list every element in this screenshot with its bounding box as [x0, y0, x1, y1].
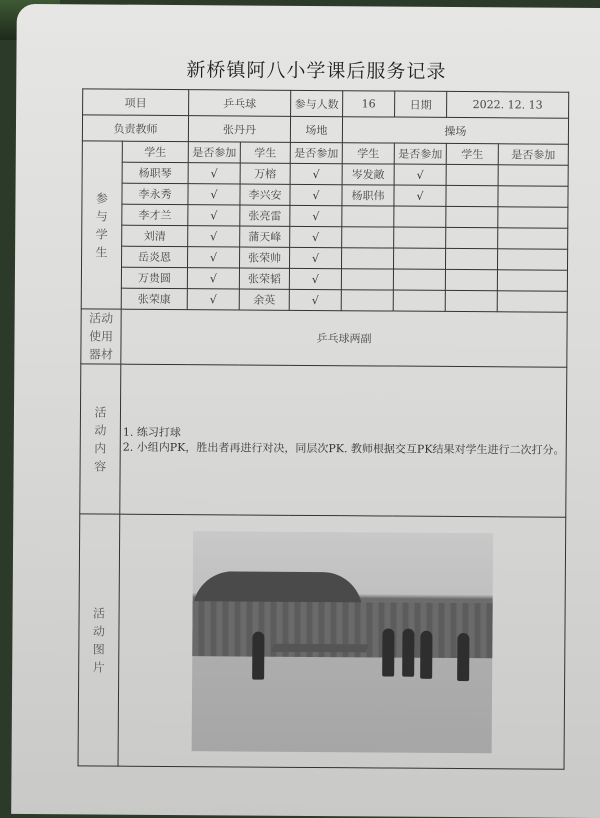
student-name: 张荣帅	[239, 247, 289, 268]
col-header-student: 学生	[446, 143, 498, 164]
attendance-check: √	[188, 205, 240, 226]
col-header-student: 学生	[342, 143, 394, 164]
student-name: 余英	[239, 289, 289, 310]
attendance-check: √	[188, 184, 240, 205]
student-name: 蒲天峰	[240, 226, 290, 247]
col-header-attended: 是否参加	[290, 142, 342, 163]
photo-label: 活动图片	[78, 514, 120, 766]
photo-cell	[118, 514, 566, 769]
student-name: 张荣康	[121, 288, 187, 309]
project-label: 项目	[83, 89, 189, 116]
col-header-attended: 是否参加	[394, 143, 446, 164]
photo-child	[252, 631, 264, 679]
photo-child	[420, 630, 432, 678]
activity-photo	[191, 531, 493, 753]
attendance-check	[393, 290, 445, 311]
content-line-2: 2. 小组内PK，胜出者再进行对决，同层次PK. 教师根据交互PK结果对学生进行二次打分。	[122, 440, 565, 457]
content-label: 活动内容	[80, 364, 121, 514]
equipment-row	[81, 309, 567, 367]
student-name: 万榕	[240, 163, 290, 184]
col-header-attended: 是否参加	[498, 144, 568, 165]
student-name	[341, 248, 393, 269]
col-header-student: 学生	[122, 141, 188, 162]
student-name: 李才兰	[122, 204, 188, 225]
paper-sheet	[11, 4, 600, 818]
student-name	[446, 185, 498, 206]
attendance-check: √	[289, 289, 341, 310]
student-name	[446, 206, 498, 227]
attendance-check: √	[188, 226, 240, 247]
col-header-student: 学生	[240, 142, 290, 163]
attendance-check	[394, 227, 446, 248]
student-name	[445, 248, 497, 269]
date-value: 2022. 12. 13	[447, 91, 569, 118]
teacher-value: 张丹丹	[188, 116, 290, 143]
attendance-check	[498, 165, 568, 186]
student-name: 张亮雷	[240, 205, 290, 226]
students-section-label: 参与学生	[81, 141, 122, 309]
student-name	[445, 290, 497, 311]
attendance-check: √	[289, 268, 341, 289]
col-header-attended: 是否参加	[188, 142, 240, 163]
participants-label: 参与人数	[291, 90, 343, 116]
attendance-check: √	[187, 247, 239, 268]
attendance-check	[498, 207, 568, 228]
attendance-check: √	[290, 184, 342, 205]
content-line-1: 1. 练习打球	[122, 425, 181, 439]
attendance-check: √	[394, 185, 446, 206]
equipment-label: 活动使用器材	[81, 309, 121, 364]
attendance-check: √	[289, 247, 341, 268]
photo-row	[78, 514, 566, 769]
attendance-check: √	[290, 205, 342, 226]
student-name	[446, 164, 498, 185]
content-body	[120, 364, 567, 517]
student-name	[341, 290, 393, 311]
content-row	[80, 364, 567, 517]
project-value: 乒乓球	[189, 90, 291, 117]
attendance-check: √	[290, 163, 342, 184]
attendance-check	[498, 228, 568, 249]
date-label: 日期	[395, 91, 447, 117]
student-name: 杨职琴	[122, 162, 188, 183]
header-row-2	[82, 115, 568, 144]
student-name: 张荣韬	[239, 268, 289, 289]
student-name: 岳炎恩	[121, 246, 187, 267]
attendance-check: √	[187, 289, 239, 310]
attendance-check	[497, 249, 567, 270]
attendance-check	[498, 186, 568, 207]
attendance-check: √	[188, 163, 240, 184]
participants-value: 16	[343, 91, 395, 117]
student-name	[446, 227, 498, 248]
student-name: 万贵圆	[121, 267, 187, 288]
student-name	[342, 227, 394, 248]
attendance-check: √	[290, 226, 342, 247]
student-name	[341, 269, 393, 290]
photo-child	[402, 628, 414, 676]
teacher-label: 负责教师	[82, 115, 188, 142]
document-title: 新桥镇阿八小学课后服务记录	[186, 59, 447, 83]
attendance-check	[393, 269, 445, 290]
equipment-value: 乒乓球两副	[121, 309, 567, 367]
student-name	[342, 206, 394, 227]
service-record-table	[78, 88, 570, 769]
photo-child	[382, 628, 394, 676]
attendance-check	[497, 291, 567, 312]
photo-child	[457, 633, 469, 681]
attendance-check	[497, 270, 567, 291]
student-name	[445, 269, 497, 290]
venue-label: 场地	[290, 116, 342, 142]
student-name: 李兴安	[240, 184, 290, 205]
student-name: 李永秀	[122, 183, 188, 204]
attendance-check: √	[394, 164, 446, 185]
attendance-check: √	[187, 268, 239, 289]
attendance-check	[394, 206, 446, 227]
photo-ping-pong-table	[270, 643, 369, 652]
student-name: 岑发敵	[342, 164, 394, 185]
student-name: 杨职伟	[342, 185, 394, 206]
attendance-check	[393, 248, 445, 269]
student-name: 刘清	[122, 225, 188, 246]
header-row-1	[83, 89, 569, 118]
venue-value: 操场	[342, 117, 568, 145]
